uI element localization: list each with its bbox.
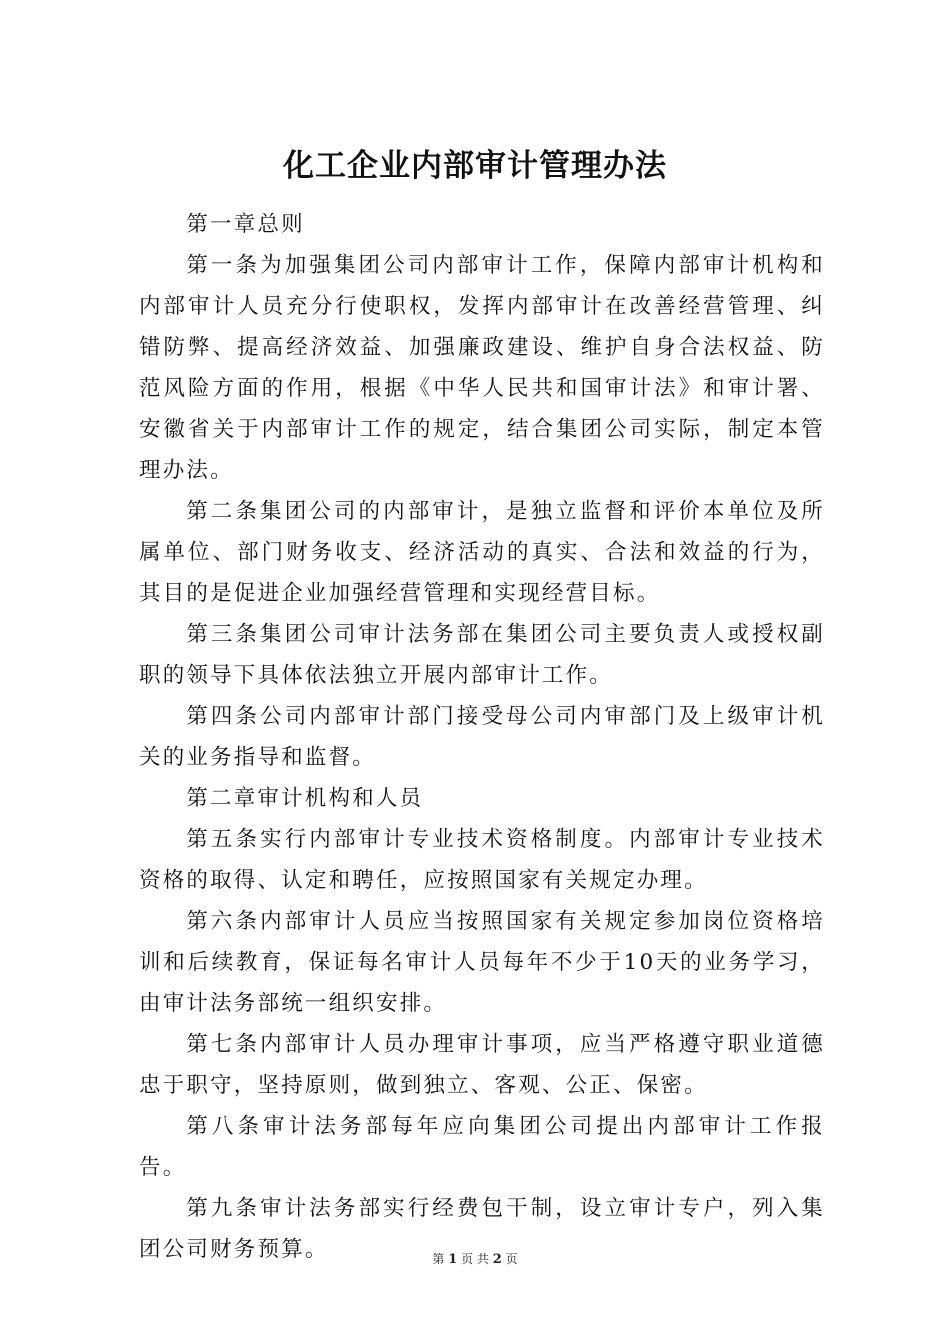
article-paragraph: 第一条为加强集团公司内部审计工作，保障内部审计机构和内部审计人员充分行使职权，发挥内部审计在改善经营管理、纠错防弊、提高经济效益、加强廉政建设、维护自身合法权益、防范风险方面的作用，根据《中华人民共和国审计法》和审计署、安徽省关于内部审计工作的规定，结合集团公司实际，制定本管理办法。 xyxy=(139,253,825,483)
article-paragraph: 第六条内部审计人员应当按照国家有关规定参加岗位资格培训和后续教育，保证每名审计人员每年不少于10天的业务学习，由审计法务部统一组织安排。 xyxy=(139,909,825,1016)
article-paragraph: 第七条内部审计人员办理审计事项，应当严格遵守职业道德忠于职守，坚持原则，做到独立、客观、公正、保密。 xyxy=(139,1032,825,1098)
footer-suffix: 页 xyxy=(505,1252,518,1266)
current-page-number: 1 xyxy=(448,1252,458,1267)
page-footer xyxy=(0,1249,950,1270)
footer-middle: 页 共 xyxy=(461,1252,489,1266)
total-pages-number: 2 xyxy=(492,1252,502,1267)
chapter-heading: 第二章审计机构和人员 xyxy=(186,786,424,811)
document-body xyxy=(139,204,825,1270)
article-paragraph: 第四条公司内部审计部门接受母公司内审部门及上级审计机关的业务指导和监督。 xyxy=(139,704,825,770)
article-paragraph: 第八条审计法务部每年应向集团公司提出内部审计工作报告。 xyxy=(139,1114,825,1180)
footer-prefix: 第 xyxy=(432,1252,445,1266)
article-paragraph: 第三条集团公司审计法务部在集团公司主要负责人或授权副职的领导下具体依法独立开展内部审计工作。 xyxy=(139,622,825,688)
article-paragraph: 第五条实行内部审计专业技术资格制度。内部审计专业技术资格的取得、认定和聘任，应按照国家有关规定办理。 xyxy=(139,827,825,893)
chapter-heading: 第一章总则 xyxy=(186,212,305,237)
document-title: 化工企业内部审计管理办法 xyxy=(283,148,667,184)
article-paragraph: 第九条审计法务部实行经费包干制，设立审计专户，列入集团公司财务预算。 xyxy=(139,1196,825,1262)
article-paragraph: 第二条集团公司的内部审计，是独立监督和评价本单位及所属单位、部门财务收支、经济活动的真实、合法和效益的行为，其目的是促进企业加强经营管理和实现经营目标。 xyxy=(139,499,825,606)
